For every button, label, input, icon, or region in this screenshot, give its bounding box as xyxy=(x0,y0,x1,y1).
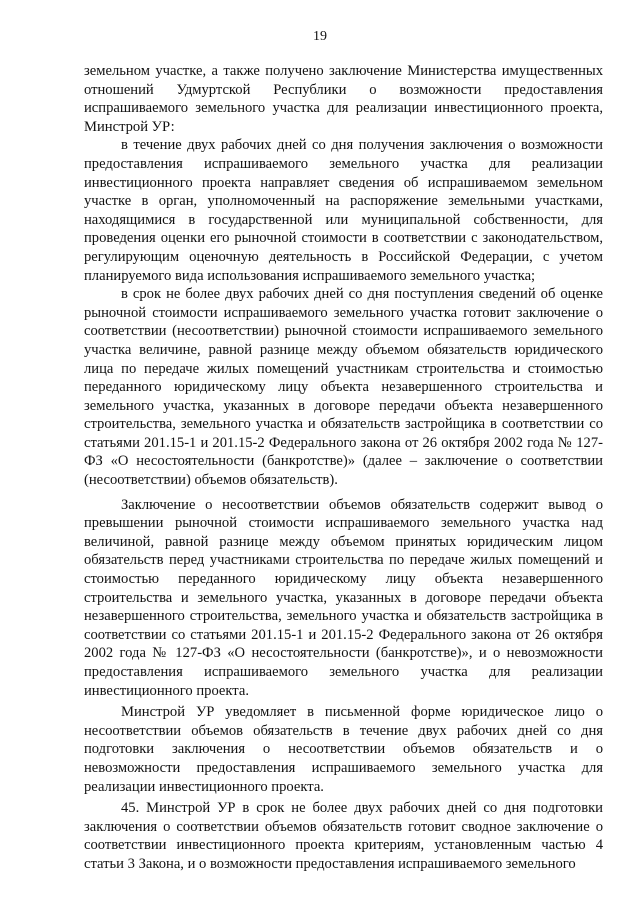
paragraph-assessment-request: в течение двух рабочих дней со дня получения заключения о возможности предоставления испрашиваемого земельного участка для реализации инвестиционного проекта направляет сведения об испрашиваемом земельном участке в орган, уполномоченный на распоряжение земельными участками, находящимися в государственной или муниципальной собственности, для проведения оценки его рыночной стоимости в соответствии с законодательством, регулирующим оценочную деятельность в Российской Федерации, с учетом планируемого вида использования испрашиваемого земельного участка; xyxy=(84,137,603,284)
page-number: 19 xyxy=(313,29,327,44)
paragraph-notification: Минстрой УР уведомляет в письменной форме юридическое лицо о несоответствии объемов обязательств в течение двух рабочих дней со дня подготовки заключения о несоответствии объемов обязательств и о невозможности предоставления испрашиваемого земельного участка для реализации инвестиционного проекта. xyxy=(84,704,603,795)
paragraph-item-45: 45. Минстрой УР в срок не более двух рабочих дней со дня подготовки заключения о соответствии объемов обязательств готовит сводное заключение о соответствии инвестиционного проекта критериям, установленным частью 4 статьи 3 Закона, и о возможности предоставления испрашиваемого земельного xyxy=(84,800,603,872)
paragraph-continuation: земельном участке, а также получено заключение Министерства имущественных отношений Удмуртской Республики о возможности предоставления испрашиваемого земельного участка для реализации инвестиционного проекта, Минстрой УР: xyxy=(84,63,603,135)
paragraph-conformity-conclusion: в срок не более двух рабочих дней со дня поступления сведений об оценке рыночной стоимости испрашиваемого земельного участка готовит заключение о соответствии (несоответствии) рыночной стоимости испрашиваемого земельного участка величине, равной разнице между объемом обязательств юридического лица по передаче жилых помещений участникам строительства и стоимостью переданного юридическому лицу объекта незавершенного строительства и земельного участка, указанных в договоре передачи объекта незавершенного строительства, земельного участка и обязательств застройщика в соответствии со статьями 201.15-1 и 201.15-2 Федерального закона от 26 октября 2002 года № 127-ФЗ «О несостоятельности (банкротстве)» (далее – заключение о соответствии (несоответствии) объемов обязательств). xyxy=(84,286,603,489)
paragraph-nonconformity-content: Заключение о несоответствии объемов обязательств содержит вывод о превышении рыночной стоимости испрашиваемого земельного участка над величиной, равной разнице между объемом принятых юридическим лицом обязательств перед участниками строительства по передаче жилых помещений и стоимостью переданного юридическому лицу объекта незавершенного строительства и земельного участка, указанных в договоре передачи объекта незавершенного строительства, земельного участка и обязательств застройщика в соответствии со статьями 201.15-1 и 201.15-2 Федерального закона от 26 октября 2002 года № 127-ФЗ «О несостоятельности (банкротстве)», и о невозможности предоставления испрашиваемого земельного участка для реализации инвестиционного проекта. xyxy=(84,496,603,699)
document-body xyxy=(84,62,603,874)
